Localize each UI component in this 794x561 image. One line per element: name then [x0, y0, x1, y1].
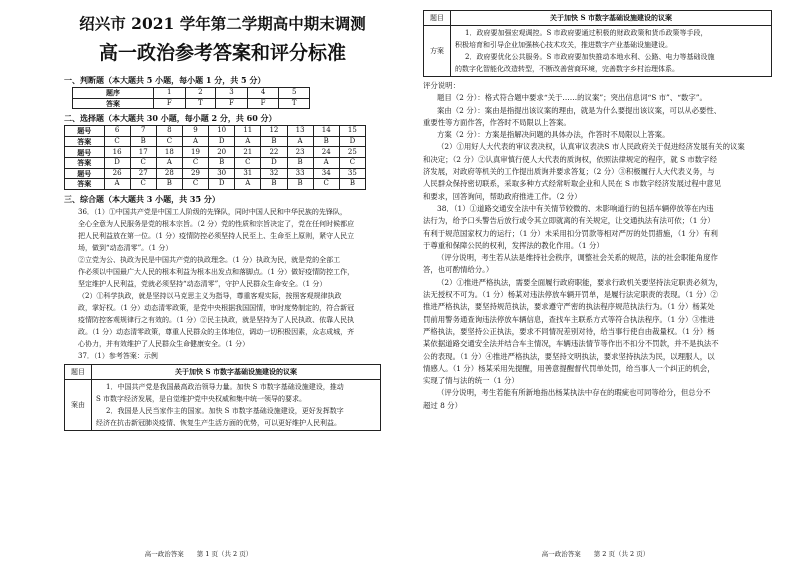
choice-answer-cell: A — [313, 157, 339, 168]
box-title-label: 题目 — [65, 364, 92, 379]
answer-line: 题目（2 分）：格式符合题中要求“关于……的议案”；突出信息词“S 市”、“数字”。 — [437, 93, 707, 103]
choice-answer-cell: B — [287, 179, 313, 190]
choice-number-cell: 25 — [339, 147, 365, 158]
answer-line: 人民群众保持密切联系，采取多种方式经常听取企业和人民在 S 市数字经济发展过程中意见 — [423, 179, 722, 189]
choice-answer-cell: B — [209, 157, 235, 168]
choice-number-cell: 33 — [287, 168, 313, 179]
choice-answer-cell: C — [313, 179, 339, 190]
choice-number-cell: 30 — [209, 168, 235, 179]
answer-line: 作必须以中国最广大人民的根本利益为根本出发点和落脚点。（1 分）做好疫情防控工作， — [78, 267, 355, 276]
choice-number-cell: 8 — [156, 126, 182, 137]
answer-line: 心协力，并有效维护了人民群众生命健康安全。（1 分） — [78, 339, 250, 348]
choice-answer-row — [65, 157, 366, 168]
choice-number-cell: 10 — [209, 126, 235, 137]
choice-number-cell: 12 — [261, 126, 287, 137]
box-line: 1．政府要加强宏观调控。S 市政府要通过积极的财政政策和货币政策等手段， — [465, 29, 708, 37]
judge-answer-cell: F — [247, 98, 279, 109]
choice-number-cell: 28 — [156, 168, 182, 179]
choice-answer-cell: A — [156, 157, 182, 168]
row-label: 题号 — [65, 168, 105, 179]
choice-number-cell: 35 — [339, 168, 365, 179]
choice-number-cell: 18 — [156, 147, 182, 158]
box-plan-text — [451, 26, 772, 77]
judge-number-cell: 3 — [216, 88, 248, 99]
answer-line: 疫情防控客观规律行之有效的。（1 分）②民主执政，就是坚持为了人民执政、依靠人民执 — [78, 315, 355, 324]
exam-subtitle: 高一政治参考答案和评分标准 — [98, 42, 346, 64]
choice-number-row — [65, 168, 366, 179]
answer-line: ②立党为公、执政为民是中国共产党的执政理念。（1 分）执政为民，就是党的全部工 — [78, 255, 341, 264]
answer-line: 全心全意为人民服务是党的根本宗旨。（2 分）党的性质和宗旨决定了，党在任何时候都应 — [78, 219, 355, 228]
choice-answer-cell: B — [130, 136, 156, 147]
answer-line: 济发展，对政府等机关的工作提出质询并要求答复；（2 分）③积极履行人大代表义务，与 — [423, 167, 715, 177]
choice-number-cell: 14 — [313, 126, 339, 137]
choice-number-cell: 22 — [261, 147, 287, 158]
box-line: 积极培育和引导企业加强核心技术攻关，推进数字产业基础设施建设。 — [455, 41, 672, 49]
choice-number-cell: 27 — [130, 168, 156, 179]
page-footer: 高一政治答案 第 1 页（共 2 页） — [144, 550, 253, 558]
choice-answer-cell: C — [182, 157, 208, 168]
answer-line: 罚前用警务通查询违法停放车辆信息，查找车主联系方式等符合执法程序。（1 分）③推进 — [423, 314, 715, 324]
choice-number-row — [65, 147, 366, 158]
answer-line: 严格执法，要坚持公正执法，要求不同情况差别对待，给当事行使自由裁量权。（1 分）杨 — [423, 326, 715, 336]
judge-answer-cell: T — [279, 98, 310, 109]
box-reason-label: 案由 — [65, 379, 92, 430]
answer-line: 评分说明： — [423, 81, 460, 90]
choice-number-cell: 20 — [209, 147, 235, 158]
choice-number-cell: 32 — [261, 168, 287, 179]
answer-line: 超过 8 分） — [423, 400, 462, 410]
answer-line: 案由（2 分）：案由是指提出该议案的理由，就是为什么要提出该议案，可以从必要性、 — [437, 105, 722, 115]
choice-number-cell: 13 — [287, 126, 313, 137]
box-line: 经济在抗击新冠肺炎疫情、恢复生产生活方面的优势，可以更好维护人民利益。 — [96, 418, 341, 427]
choice-answer-cell: D — [261, 157, 287, 168]
row-label: 题号 — [65, 147, 105, 158]
choice-answer-cell: C — [235, 157, 261, 168]
choice-answer-cell: A — [287, 136, 313, 147]
choice-answer-cell: B — [339, 179, 365, 190]
choice-answer-cell: C — [104, 136, 130, 147]
answer-line: 38．（1）①道路交通安全法中有关情节较微的、未影响道行的包括车辆停放等在内违 — [437, 203, 714, 213]
choice-number-cell: 29 — [182, 168, 208, 179]
answer-line: （2）①推进严格执法，需要全面履行政府职能，要求行政机关要坚持法定职责必须为， — [437, 277, 723, 287]
choice-answer-row — [65, 136, 366, 147]
choice-answer-cell: D — [209, 136, 235, 147]
choice-answer-cell: A — [104, 179, 130, 190]
row-label: 答案 — [73, 98, 154, 109]
choice-number-cell: 21 — [235, 147, 261, 158]
choice-number-cell: 7 — [130, 126, 156, 137]
choice-answer-cell: C — [339, 157, 365, 168]
choice-answer-cell: C — [130, 179, 156, 190]
answer-line: （评分说明，考生若从法是维持社会秩序，调整社会关系的规范，法的社会职能角度作 — [437, 253, 718, 263]
answer-line: （2）①用好人大代表的审议表决权，认真审议表决S 市人民政府关于促进经济发展有关的议案 — [437, 142, 745, 152]
choice-number-cell: 9 — [182, 126, 208, 137]
motion-box-plan — [423, 10, 772, 77]
page-footer: 高一政治答案 第 2 页（共 2 页） — [541, 550, 650, 558]
choice-number-cell: 17 — [130, 147, 156, 158]
choice-answer-cell: A — [235, 179, 261, 190]
judge-number-cell: 5 — [279, 88, 310, 99]
box-title-label: 题目 — [424, 11, 451, 26]
choice-answer-cell: D — [104, 157, 130, 168]
choice-answer-cell: B — [156, 179, 182, 190]
question-36-answer — [64, 206, 381, 350]
box-line: 1．中国共产党是我国最高政治领导力量。加快 S 市数字基础设施建设，推动 — [106, 382, 344, 391]
answer-line: 某依据道路交通安全法并结合车主情况，车辆违法情节等作出不扣分不罚款，并不是执法不 — [423, 339, 719, 349]
row-label: 答案 — [65, 179, 105, 190]
judge-number-cell: 1 — [153, 88, 185, 99]
row-label: 题号 — [65, 126, 105, 137]
choice-number-cell: 26 — [104, 168, 130, 179]
box-line: 2．我国是人民当家作主的国家。加快 S 市数字基础设施建设，更好发挥数字 — [106, 406, 344, 415]
question-37-intro: 37．（1）参考答案：示例 — [78, 351, 158, 360]
answer-line: 重要性等方面作答，作答时不局限以上答案。 — [423, 117, 571, 127]
judge-answer-cell: T — [185, 98, 216, 109]
row-label: 答案 — [65, 157, 105, 168]
answer-line: 方案（2 分）：方案是指解决问题的具体办法，作答时不局限以上答案。 — [437, 130, 670, 140]
answer-line: 答，也可酌情给分。） — [423, 265, 494, 275]
judge-answer-row — [73, 98, 310, 109]
section-judge-heading: 一、判断题（本大题共 5 小题，每小题 1 分，共 5 分） — [64, 75, 266, 85]
answer-line: 和要求，回答询问，帮助政府推进工作。（2 分） — [423, 191, 582, 201]
answer-line: （2）①科学执政，就是坚持以马克思主义为指导，尊重客观实际，按照客观规律执政 — [78, 291, 342, 300]
box-line: 2．政府要优化公共服务。S 市政府要加快推动本地水利、公路、电力等基础设施 — [465, 53, 715, 61]
answer-line: 和决定；（2 分）②认真审慎行使人大代表的质询权，依照法律规定的程序，就 S 市数字经 — [423, 154, 717, 164]
choice-answer-table — [64, 125, 366, 190]
choice-number-cell: 6 — [104, 126, 130, 137]
choice-answer-row — [65, 179, 366, 190]
choice-number-cell: 23 — [287, 147, 313, 158]
choice-answer-cell: A — [182, 136, 208, 147]
choice-number-cell: 19 — [182, 147, 208, 158]
answer-line: 公的表现。（1 分）④推进严格执法，要坚持文明执法，要求坚持执法为民，以理服人，以 — [423, 351, 715, 361]
answer-line: （评分说明，考生若能有所新地指出杨某执法中存在的瑕疵也可同等给分，但总分不 — [437, 388, 711, 398]
choice-answer-cell: B — [287, 157, 313, 168]
choice-number-cell: 34 — [313, 168, 339, 179]
row-label: 答案 — [65, 136, 105, 147]
row-label: 题序 — [73, 88, 154, 99]
judge-answer-table — [72, 87, 310, 109]
choice-number-cell: 31 — [235, 168, 261, 179]
answer-line: 36．（1）①中国共产党是中国工人阶级的先锋队，同时中国人民和中华民族的先锋队， — [78, 207, 347, 216]
box-title: 关于加快 S 市数字基础设施建设的议案 — [92, 364, 381, 379]
choice-number-cell: 11 — [235, 126, 261, 137]
choice-answer-cell: C — [182, 179, 208, 190]
choice-answer-cell: D — [339, 136, 365, 147]
choice-answer-cell: C — [156, 136, 182, 147]
choice-number-row — [65, 126, 366, 137]
answer-line: 情感人。（1 分）杨某采用先提醒，用善意提醒督代罚单处罚，给当事人一个纠正的机会， — [423, 363, 715, 373]
choice-number-cell: 16 — [104, 147, 130, 158]
judge-answer-cell: F — [153, 98, 185, 109]
answer-line: 政，掌好权。（1 分）动态清零政策，是党中央根据我国国情，审时度势制定的，符合新冠 — [78, 303, 355, 312]
box-reason-text — [92, 379, 381, 430]
judge-number-cell: 4 — [247, 88, 279, 99]
answer-line: 法无授权不可为。（1 分）杨某对违法停放车辆开罚单，是履行法定职责的表现。（1 分）② — [423, 290, 718, 300]
choice-answer-cell: A — [235, 136, 261, 147]
choice-number-cell: 24 — [313, 147, 339, 158]
answer-line: 于尊重和保障公民的权利，发挥法的教化作用。（1 分） — [423, 240, 604, 250]
motion-box-reason — [64, 364, 381, 431]
choice-answer-cell: B — [261, 136, 287, 147]
choice-answer-cell: C — [130, 157, 156, 168]
judge-number-row — [73, 88, 310, 99]
choice-answer-cell: D — [209, 179, 235, 190]
judge-number-cell: 2 — [185, 88, 216, 99]
judge-answer-cell: F — [216, 98, 248, 109]
answer-line: 有利于规范国家权力的运行；（1 分）未采用扣分罚款等相对严厉的处罚措施，（1 分）有利 — [423, 228, 718, 238]
choice-answer-cell: B — [261, 179, 287, 190]
box-plan-label: 方案 — [424, 26, 451, 77]
section-choice-heading: 二、选择题（本大题共 30 小题，每小题 2 分，共 60 分） — [64, 113, 277, 124]
box-line: 的数字化智能化改造转型，不断改善营商环境，完善数字乡村治理体系。 — [455, 65, 679, 73]
answer-line: 场，做到“动态清零”。（1 分） — [78, 243, 173, 252]
section-comprehensive-heading: 三、综合题（本大题共 3 小题，共 35 分） — [64, 193, 220, 204]
answer-line: 坚定维护人民利益，党就必须坚持“动态清零”，守护人民群众生命安全。（1 分） — [78, 279, 327, 288]
answer-line: 把人民利益放在第一位。（1 分）疫情防控必须坚持人民至上、生命至上原则，紧守人民立 — [78, 231, 355, 240]
box-title: 关于加快 S 市数字基础设施建设的议案 — [451, 11, 772, 26]
answer-line: 推进严格执法，要坚持规范执法，要求遵守严密的执法程序规范执法行为。（1 分）杨某处 — [423, 302, 715, 312]
answer-line: 法行为，给予口头警告后放行或令其立即就离的有关规定，让交通执法有法可依；（1 分） — [423, 216, 715, 226]
answer-line: 政。（1 分）动态清零政策，尊重人民群众的主体地位，调动一切积极因素，众志成城，齐 — [78, 327, 355, 336]
choice-number-cell: 15 — [339, 126, 365, 137]
box-line: S 市数字经济发展，是自觉维护党中央权威和集中统一领导的要求。 — [96, 394, 307, 403]
scoring-notes — [423, 80, 772, 412]
choice-answer-cell: B — [313, 136, 339, 147]
answer-line: 实现了情与法的统一（1 分） — [423, 376, 519, 386]
answer-page-2 — [397, 0, 794, 561]
exam-title: 绍兴市 2021 学年第二学期高中期末调测 — [79, 14, 366, 33]
